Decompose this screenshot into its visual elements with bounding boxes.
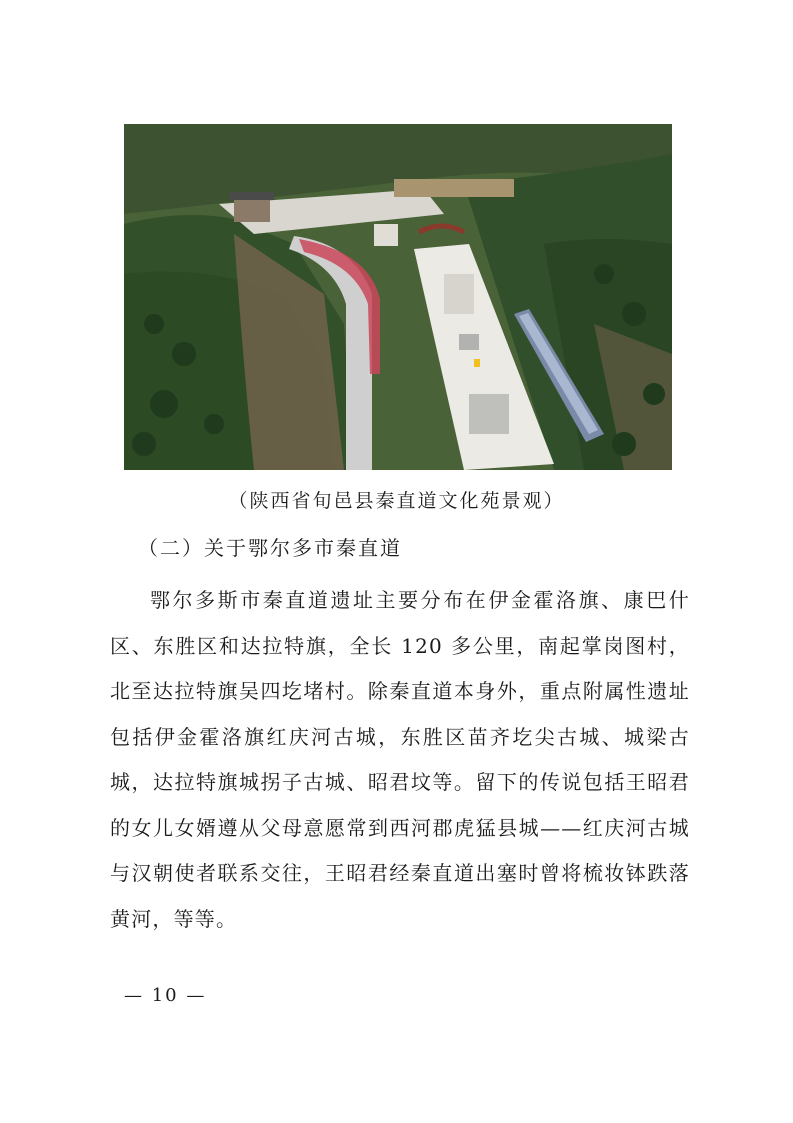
aerial-landscape-photo bbox=[124, 124, 672, 470]
section-heading: （二）关于鄂尔多市秦直道 bbox=[138, 536, 402, 560]
photo-caption: （陕西省旬邑县秦直道文化苑景观） bbox=[228, 490, 565, 512]
body-paragraph: 鄂尔多斯市秦直道遗址主要分布在伊金霍洛旗、康巴什区、东胜区和达拉特旗，全长 120 多公里，南起掌岗图村，北至达拉特旗吴四圪堵村。除秦直道本身外，重点附属性遗址包括伊金霍洛旗红庆河古城，东胜区苗齐圪尖古城、城梁古城，达拉特旗城拐子古城、昭君坟等。留下的传说包括王昭君的女儿女婿遵从父母意愿常到西河郡虎猛县城——红庆河古城与汉朝使者联系交往，王昭君经秦直道出塞时曾将梳妆钵跌落黄河，等等。 bbox=[110, 588, 690, 931]
page-number: — 10 — bbox=[124, 985, 207, 1006]
